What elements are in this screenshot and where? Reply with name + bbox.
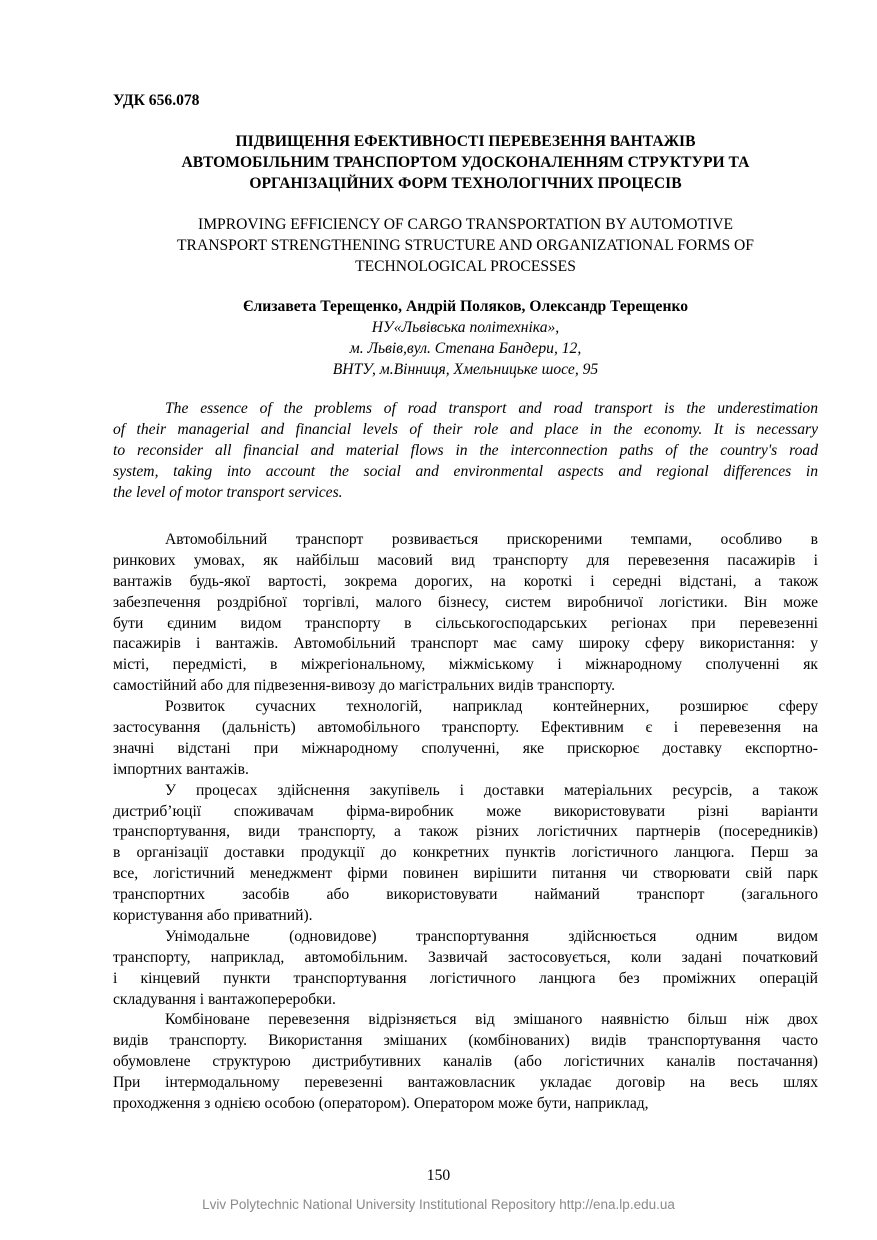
udc-code: УДК 656.078: [113, 92, 200, 109]
affiliation-line: НУ«Львівська політехніка»,: [371, 318, 560, 336]
paragraph-line: дистриб’юції споживачам фірма-виробник може використовувати різні варіанти: [113, 802, 818, 820]
paragraph-line: транспорту, наприклад, автомобільним. Зазвичай застосовується, коли задані початковий: [113, 948, 818, 966]
author-block: [113, 297, 818, 381]
paragraph-line: в організації доставки продукції до конкретних пунктів логістичного ланцюга. Перш за: [113, 844, 818, 862]
paragraph-line: забезпечення роздрібної торгівлі, малого бізнесу, систем виробничої логістики. Він може: [113, 593, 818, 611]
paragraph-line: проходження з однією особою (оператором). Оператором може бути, наприклад,: [113, 1095, 649, 1113]
paragraph: [113, 530, 818, 697]
affiliation-line: м. Львів,вул. Степана Бандери, 12,: [349, 339, 582, 357]
paragraph: [113, 781, 818, 927]
paragraph: [113, 1010, 818, 1114]
title-line: TRANSPORT STRENGTHENING STRUCTURE AND ORGANIZATIONAL FORMS OF: [177, 236, 754, 254]
paragraph-line: транспортних засобів або використовувати найманий транспорт (загального: [113, 886, 818, 904]
paragraph-line: складування і вантажопереробки.: [113, 990, 336, 1008]
body-text: [113, 530, 818, 1115]
abstract-line: of their managerial and financial levels of their role and place in the economy. It is necessary: [113, 420, 818, 438]
title-english: [113, 215, 818, 278]
paragraph-line: видів транспорту. Використання змішаних (комбінованих) видів транспортування часто: [113, 1032, 818, 1050]
paragraph-line: Розвиток сучасних технологій, наприклад контейнерних, розширює сферу: [165, 698, 818, 716]
paragraph-line: застосування (дальність) автомобільного транспорту. Ефективним є і перевезення на: [113, 719, 818, 737]
abstract-line: system, taking into account the social and environmental aspects and regional differences in: [113, 462, 818, 480]
title-line: ПІДВИЩЕННЯ ЕФЕКТИВНОСТІ ПЕРЕВЕЗЕННЯ ВАНТАЖІВ: [235, 133, 696, 150]
paragraph-line: бути єдиним видом транспорту в сільськогосподарських регіонах при перевезенні: [113, 614, 818, 632]
affiliation-line: ВНТУ, м.Вінниця, Хмельницьке шосе, 95: [332, 360, 599, 378]
paragraph-line: користування або приватний).: [113, 907, 313, 925]
paragraph-line: самостійний або для підвезення-вивозу до магістральних видів транспорту.: [113, 677, 615, 695]
paragraph-line: При інтермодальному перевезенні вантажовласник укладає договір на весь шлях: [113, 1074, 818, 1092]
repository-footer: Lviv Polytechnic National University Institutional Repository http://ena.lp.edu.ua: [202, 1197, 675, 1212]
abstract-line: the level of motor transport services.: [113, 483, 343, 501]
paragraph-line: Унімодальне (одновидове) транспортування здійснюється одним видом: [165, 927, 818, 945]
paragraph-line: ринкових умовах, як найбільш масовий вид транспорту для перевезення пасажирів і: [113, 551, 818, 569]
authors: Єлизавета Терещенко, Андрій Поляков, Олександр Терещенко: [242, 298, 689, 315]
paragraph-line: пасажирів і вантажів. Автомобільний транспорт має саму широку сферу використання: у: [113, 635, 818, 653]
paragraph-line: вантажів будь-якої вартості, зокрема дорогих, на короткі і середні відстані, а також: [113, 572, 818, 590]
paragraph-line: транспортування, види транспорту, а також різних логістичних партнерів (посередників): [113, 823, 818, 841]
paragraph-line: Комбіноване перевезення відрізняється від змішаного наявністю більш ніж двох: [165, 1011, 818, 1029]
abstract-line: The essence of the problems of road transport and road transport is the underestimation: [165, 400, 818, 417]
paragraph-line: все, логістичний менеджмент фірми повинен вирішити питання чи створювати свій парк: [113, 865, 818, 883]
paragraph-line: і кінцевий пункти транспортування логістичного ланцюга без проміжних операцій: [113, 969, 818, 987]
paragraph: [113, 927, 818, 1011]
page-number: 150: [426, 1167, 451, 1184]
paragraph-line: Автомобільний транспорт розвивається прискореними темпами, особливо в: [165, 531, 818, 548]
title-ukrainian: [113, 132, 818, 195]
abstract: [113, 399, 818, 503]
paragraph-line: місті, передмісті, в міжрегіональному, міжміському і міжнародному сполученні як: [113, 656, 818, 674]
title-line: ОРГАНІЗАЦІЙНИХ ФОРМ ТЕХНОЛОГІЧНИХ ПРОЦЕСІВ: [249, 174, 682, 192]
paragraph-line: імпортних вантажів.: [113, 760, 249, 778]
paragraph-line: обумовлене структурою дистрибутивних каналів (або логістичних каналів постачання): [113, 1053, 818, 1071]
paragraph-line: значні відстані при міжнародному сполученні, яке прискорює доставку експортно-: [113, 739, 818, 757]
title-line: IMPROVING EFFICIENCY OF CARGO TRANSPORTATION BY AUTOMOTIVE: [198, 216, 733, 233]
title-line: АВТОМОБІЛЬНИМ ТРАНСПОРТОМ УДОСКОНАЛЕННЯМ СТРУКТУРИ ТА: [181, 153, 750, 171]
paragraph: [113, 697, 818, 781]
abstract-line: to reconsider all financial and material flows in the interconnection paths of the country's road: [113, 441, 818, 459]
paragraph-line: У процесах здійснення закупівель і доставки матеріальних ресурсів, а також: [165, 781, 818, 799]
title-line: TECHNOLOGICAL PROCESSES: [355, 257, 576, 275]
